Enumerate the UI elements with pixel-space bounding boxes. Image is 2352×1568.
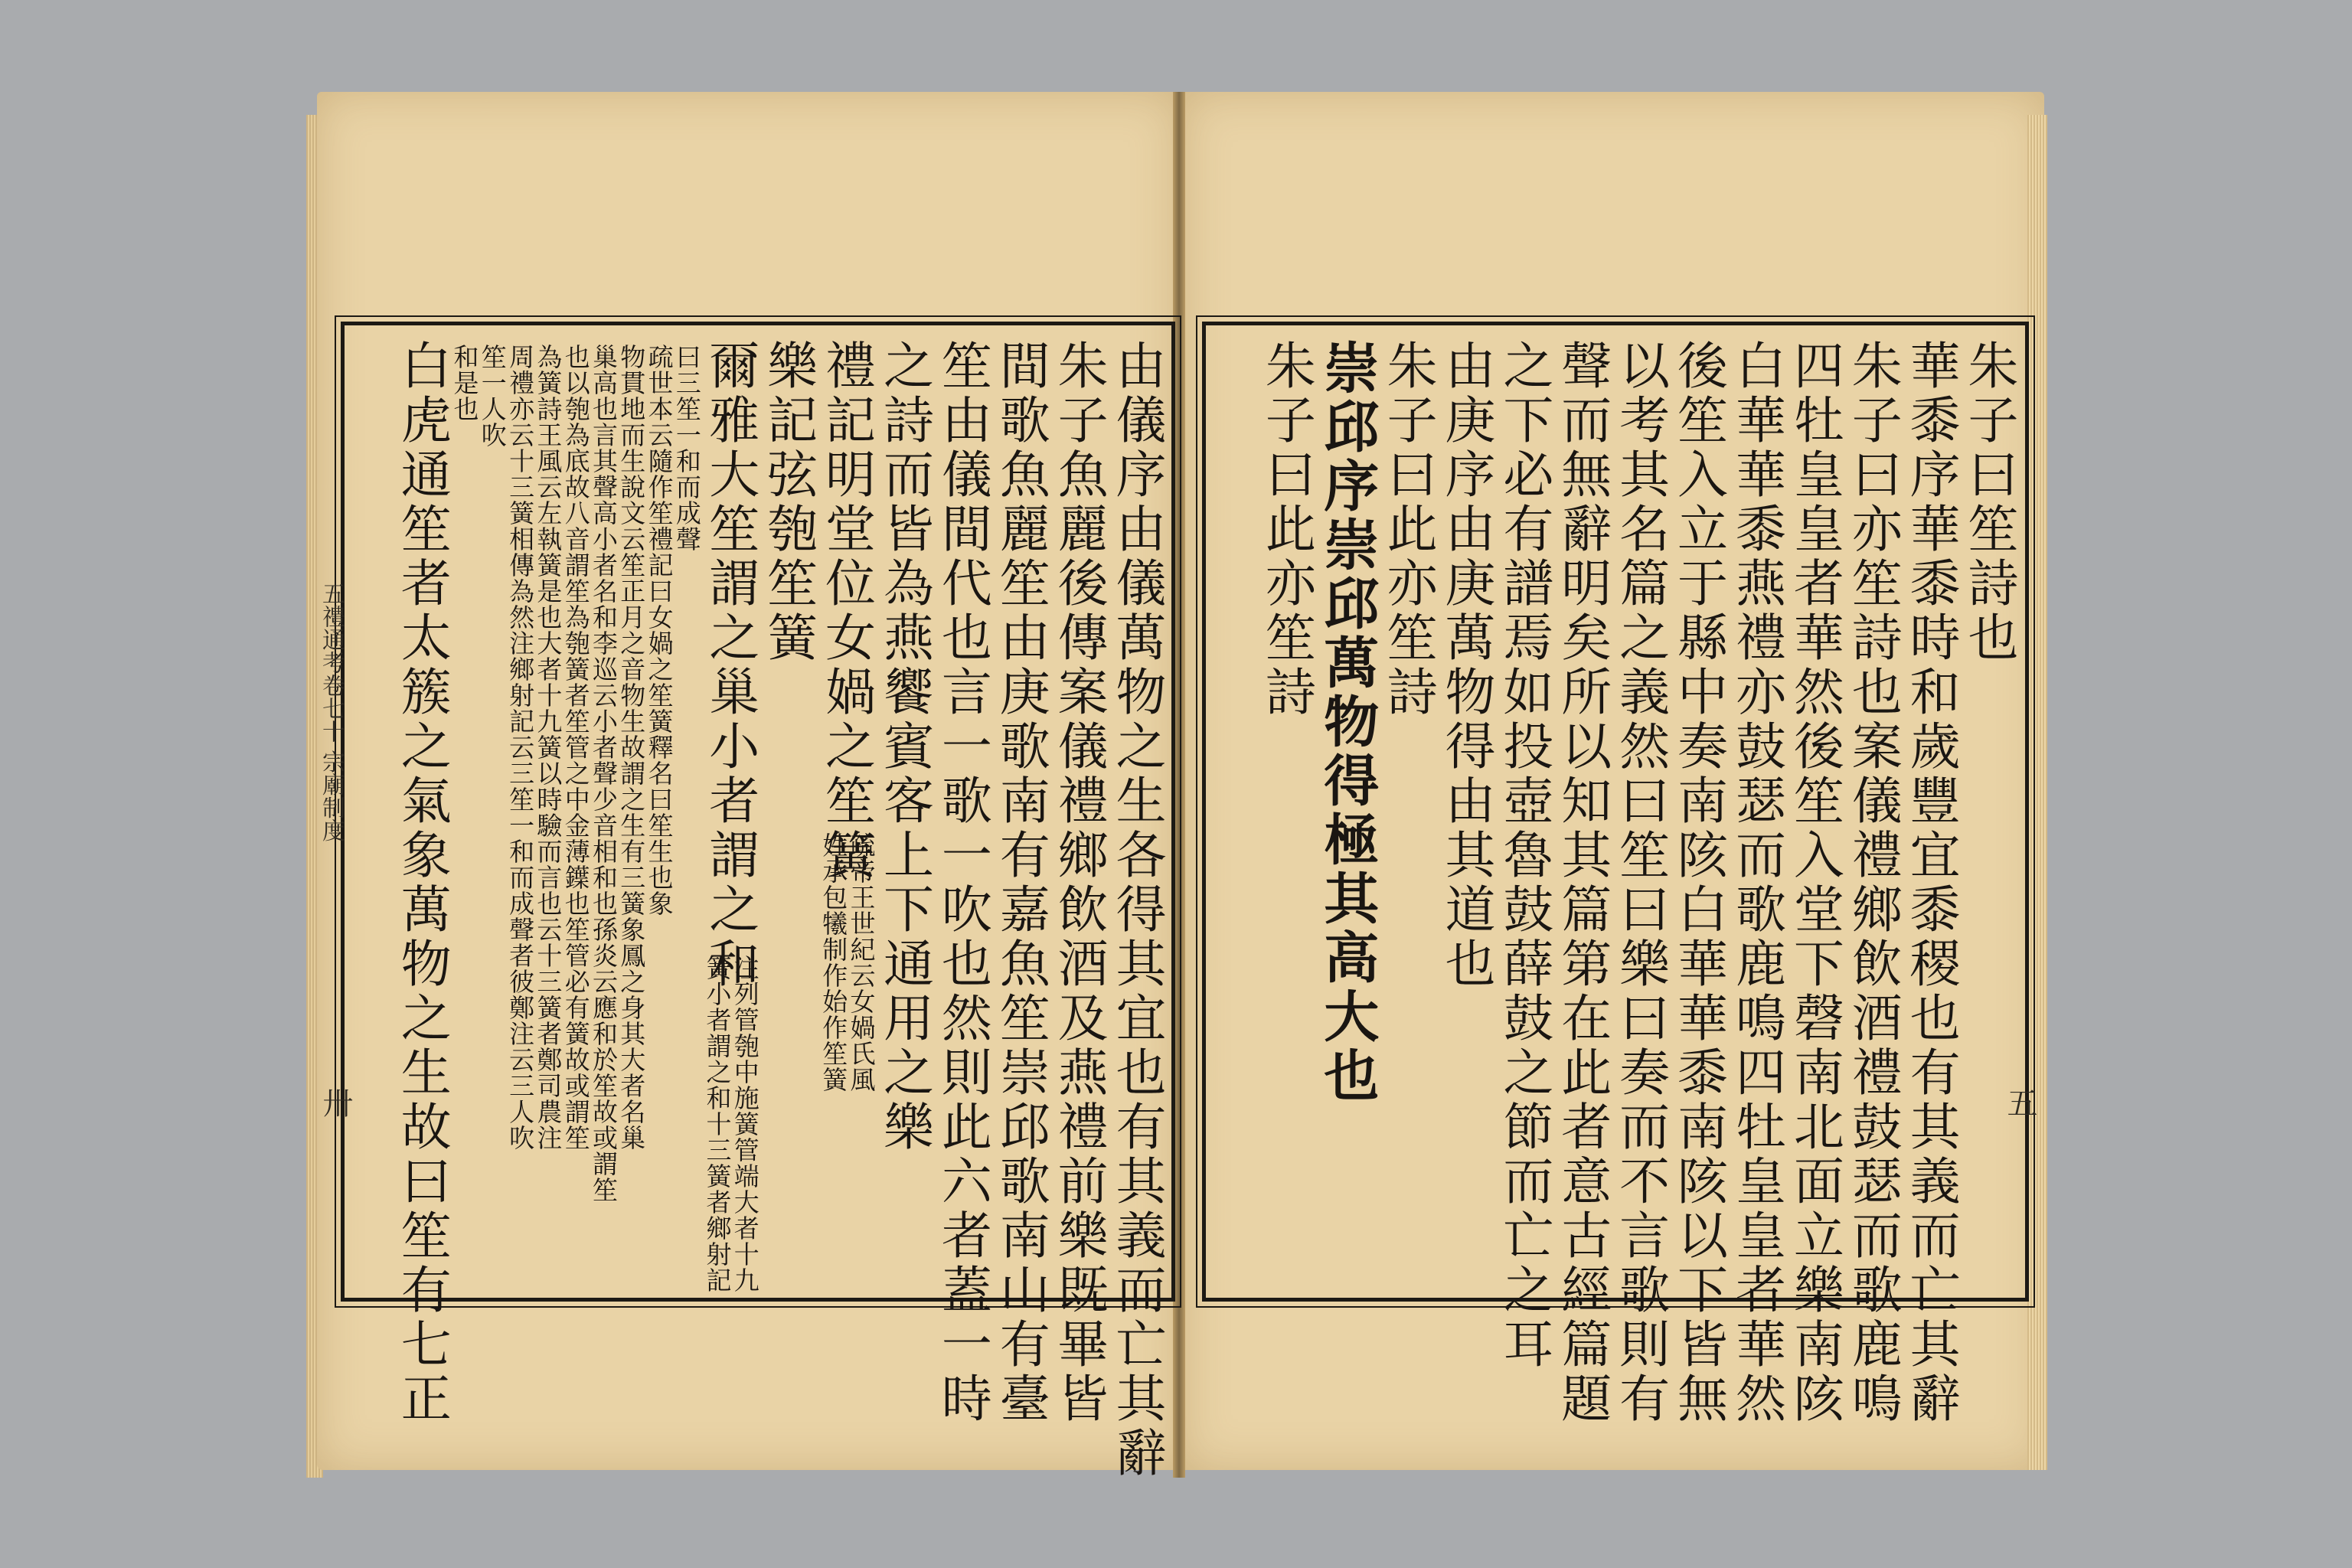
- right-page-number: 五: [2002, 1087, 2037, 1118]
- text-column: 朱子曰笙詩也: [1959, 339, 2018, 665]
- text-column: 白華華黍燕禮亦鼓瑟而歌鹿鳴四牡皇皇者華然: [1726, 339, 1786, 1426]
- text-column: 聲而無辭明矣所以知其篇第在此者意古經篇題: [1552, 339, 1612, 1426]
- text-column: 樂記弦匏笙簧: [758, 339, 818, 665]
- note-column: 曰三笙一和而成聲: [671, 344, 702, 552]
- text-column: 以考其名篇之義然曰笙曰樂曰奏而不言歌則有: [1610, 339, 1670, 1426]
- note-column: 疏帝王世紀云女媧氏風: [846, 832, 877, 1093]
- text-column: 朱子曰此亦笙詩: [1378, 339, 1438, 720]
- text-column: 由儀序由儀萬物之生各得其宜也有其義而亡其辭: [1107, 339, 1166, 1481]
- liji-block: [817, 325, 875, 1298]
- left-text-columns: [351, 325, 1166, 1481]
- note-column: 物貫地而生說文云笙正月之音物生故謂之生有三簧象鳳之身其大者名巢: [616, 344, 647, 1151]
- note-column: 簧小者謂之和十三簧者鄉射記: [702, 955, 733, 1293]
- erya-block: [701, 325, 759, 1298]
- note-column: 笙一人吹: [477, 344, 508, 448]
- text-column: 朱子魚麗後傳案儀禮鄉飲酒及燕禮前樂既畢皆: [1049, 339, 1109, 1426]
- text-column: 崇邱序崇邱萬物得極其高大也: [1315, 339, 1380, 1106]
- open-book: [306, 92, 2044, 1485]
- text-column: 朱子曰此亦笙詩: [1256, 339, 1316, 720]
- page-stack-right: [2027, 115, 2047, 1470]
- left-text-frame: [341, 322, 1175, 1481]
- text-column: 笙由儀間代也言一歌一吹也然則此六者蓋一時: [933, 339, 992, 1426]
- note-column: 注列管匏中施簧管端大者十九: [730, 955, 760, 1293]
- text-column: 爾雅大笙謂之巢小者謂之和: [700, 339, 760, 991]
- note-column: 周禮亦云十三簧相傳為然注鄉射記云三笙一和而成聲者彼鄭注云三人吹: [505, 344, 536, 1151]
- text-column: 間歌魚麗笙由庚歌南有嘉魚笙崇邱歌南山有臺: [991, 339, 1050, 1426]
- text-column: 之下必有譜焉如投壺魯鼓薛鼓之節而亡之耳: [1494, 339, 1553, 1372]
- note-column: 為簧詩王風云左執簧是也大者十九簧以時驗而言也云十三簧者鄭司農注: [533, 344, 564, 1151]
- right-text-columns: [1221, 325, 2018, 1426]
- erya-note: [701, 936, 760, 1293]
- left-margin-title: 五禮通考卷七十 宗廟制度: [318, 582, 345, 842]
- note-column: 也以匏為底故八音謂笙為匏簧者笙管之中金薄鐷也笙管必有簧故或謂笙: [560, 344, 591, 1151]
- right-text-frame: [1202, 322, 2029, 1426]
- text-column: 白虎通笙者太簇之氣象萬物之生故曰笙有七正: [392, 339, 452, 1426]
- liji-note: [817, 814, 875, 1197]
- text-column: 由庚序由庚萬物得由其道也: [1436, 339, 1495, 991]
- left-page-number: 卅: [318, 1087, 353, 1118]
- text-column: 朱子曰亦笙詩也案儀禮鄉飲酒禮鼓瑟而歌鹿鳴: [1843, 339, 1903, 1426]
- note-column: 疏世本云隨作笙禮記曰女媧之笙簧釋名曰笙生也象: [644, 344, 675, 916]
- text-column: 四牡皇皇者華然後笙入堂下磬南北面立樂南陔: [1785, 339, 1844, 1426]
- text-column: 禮記明堂位女媧之笙簧: [816, 339, 876, 883]
- note-column: 姓承包犧制作始作笙簧: [818, 832, 849, 1093]
- erya-commentary: [450, 325, 701, 1298]
- note-column: 和是也: [449, 344, 480, 422]
- text-column: 之詩而皆為燕饗賓客上下通用之樂: [874, 339, 934, 1155]
- text-column: 華黍序華黍時和歲豐宜黍稷也有其義而亡其辭: [1901, 339, 1961, 1426]
- text-column: 後笙入立于縣中奏南陔白華華黍南陔以下皆無: [1668, 339, 1728, 1426]
- note-column: 巢高也言其聲高小者名和李巡云小者聲少音相和也孫炎云應和於笙故或謂笙: [588, 344, 619, 1203]
